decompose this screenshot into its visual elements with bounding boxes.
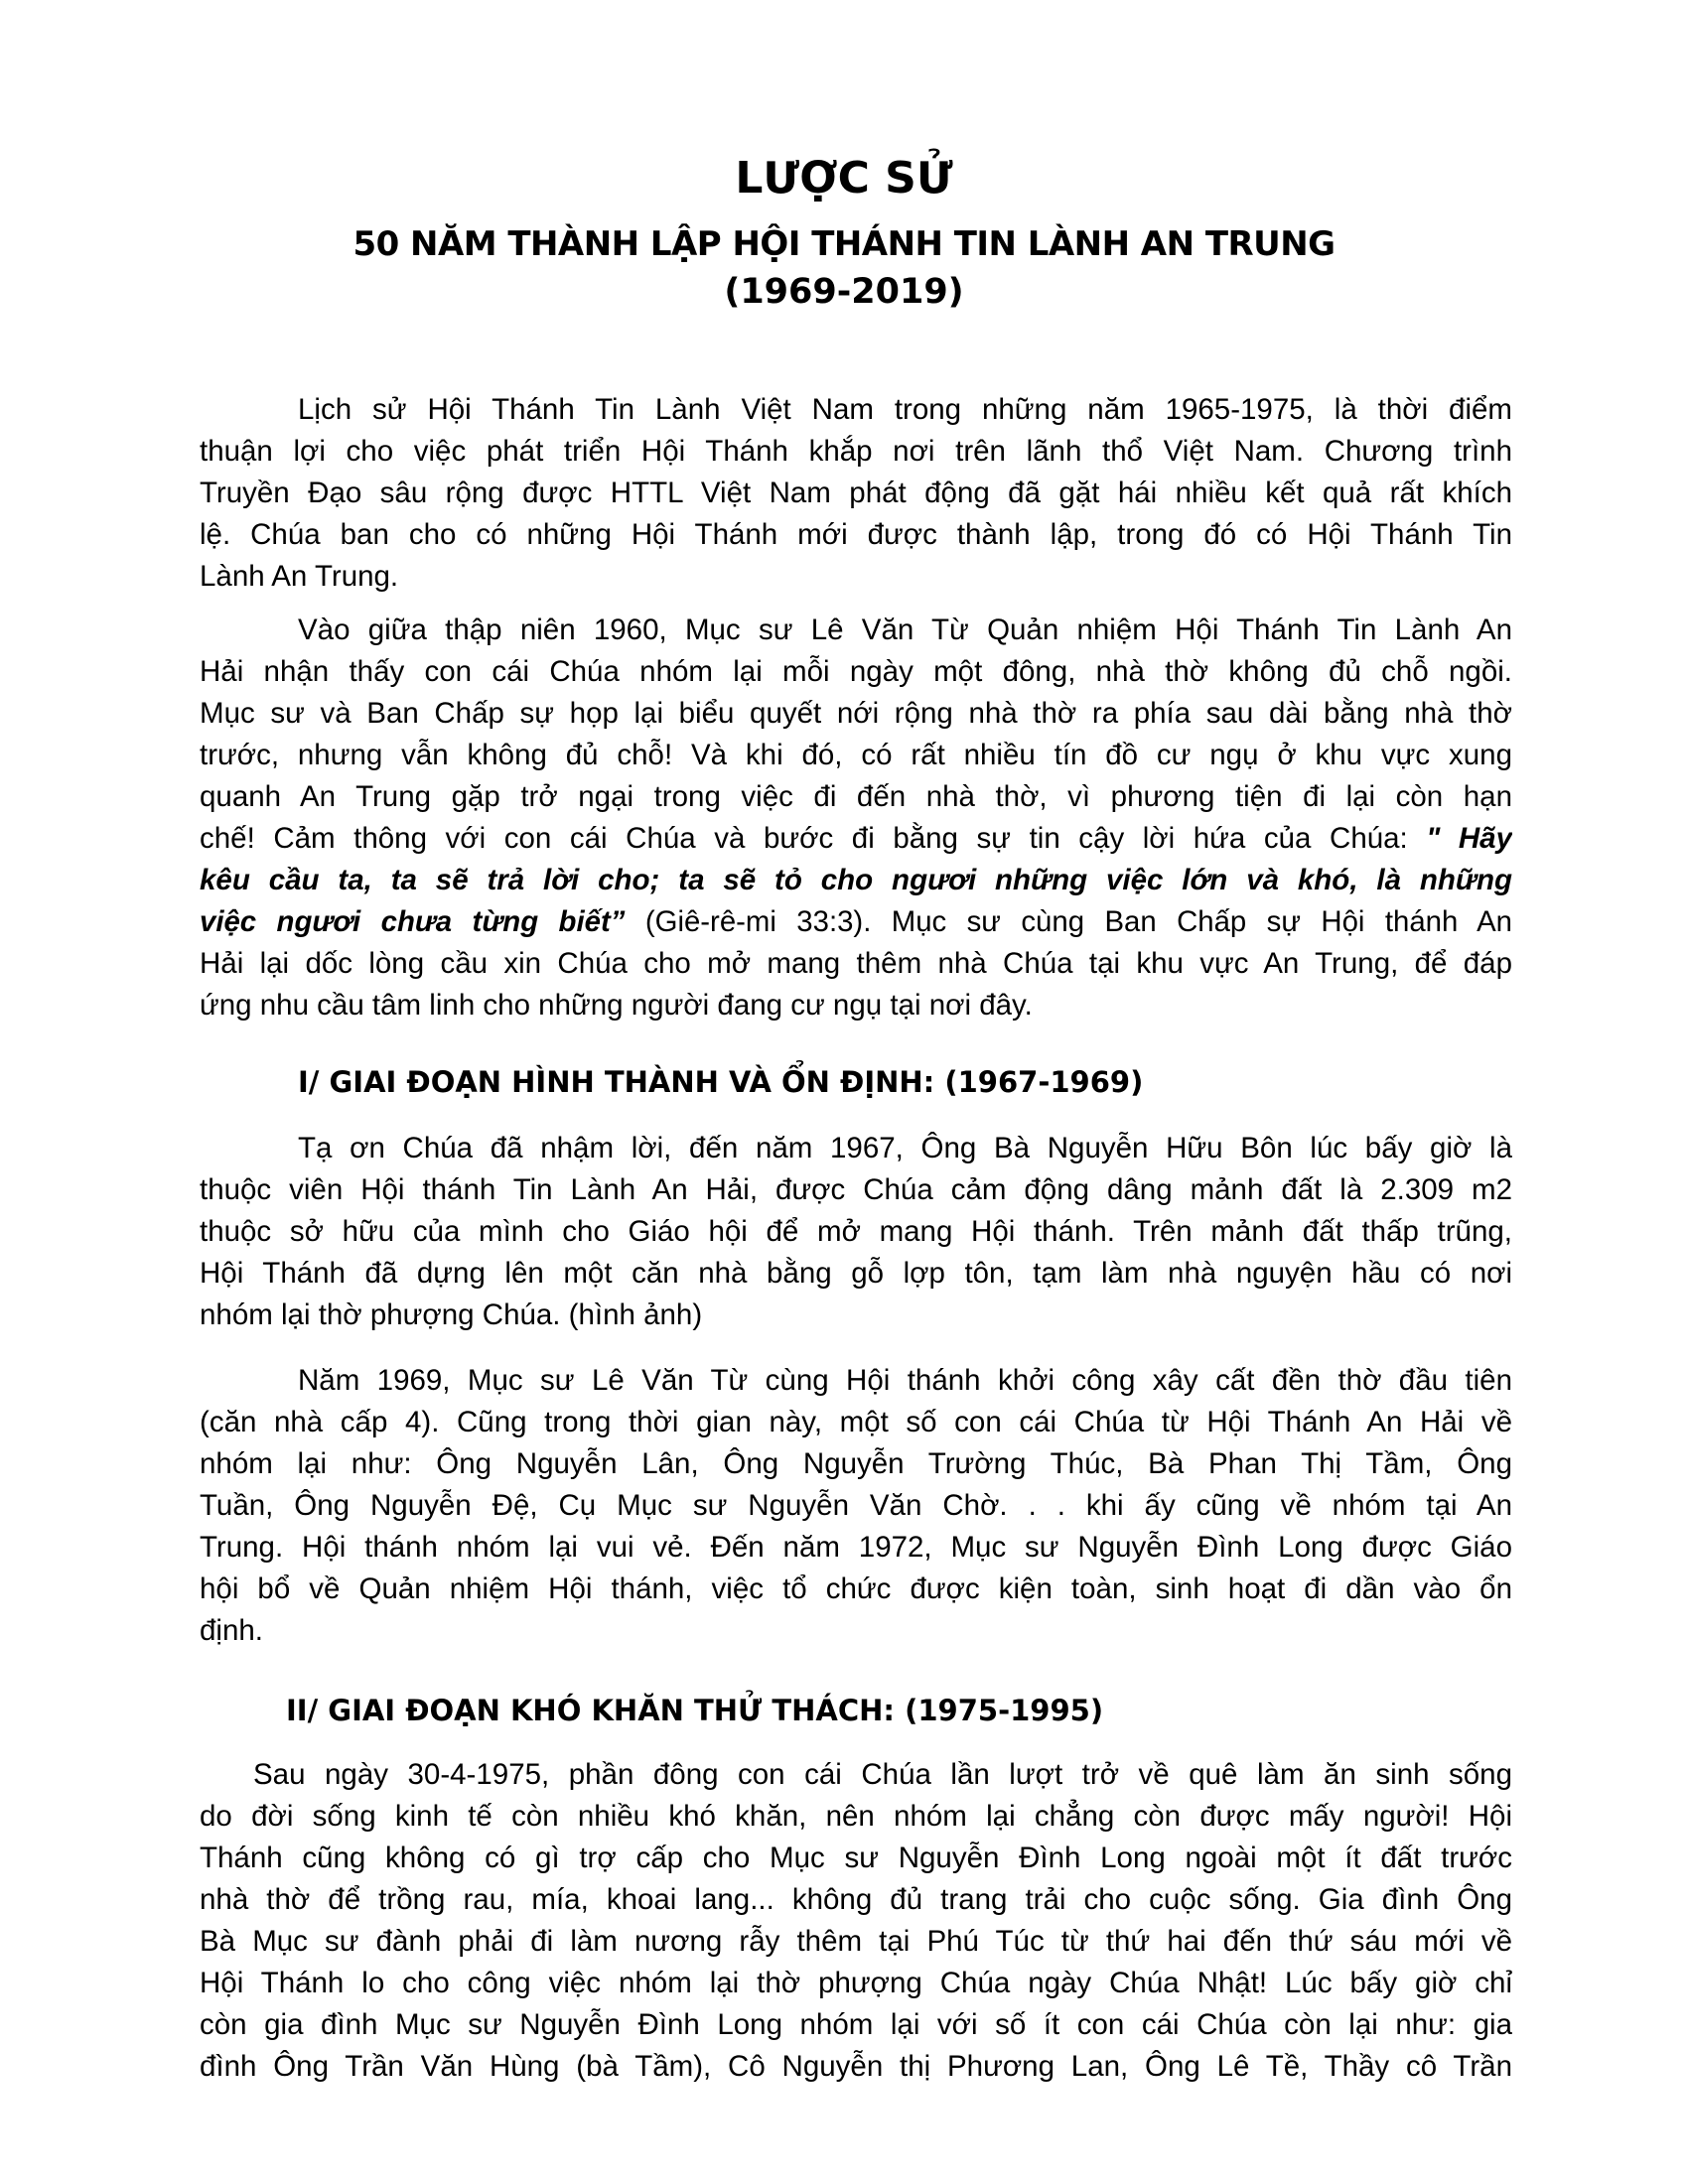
text-line: Năm 1969, Mục sư Lê Văn Từ cùng Hội thánh khởi công xây cất đền thờ đầu tiên [298,1364,1512,1397]
text-line: Tuần, Ông Nguyễn Đệ, Cụ Mục sư Nguyễn Văn Chờ. . . khi ấy cũng về nhóm tại An [200,1489,1512,1522]
section-heading-2: II/ GIAI ĐOẠN KHÓ KHĂN THỬ THÁCH: (1975-1995) [286,1694,1104,1727]
document-years: (1969-2019) [724,272,964,312]
text-line: nhóm lại thờ phượng Chúa. (hình ảnh) [200,1298,703,1331]
text-line: nhóm lại như: Ông Nguyễn Lân, Ông Nguyễn Trường Thúc, Bà Phan Thị Tầm, Ông [200,1447,1512,1480]
text-line: Hải lại dốc lòng cầu xin Chúa cho mở mang thêm nhà Chúa tại khu vực An Trung, để đáp [200,947,1512,980]
text-line: quanh An Trung gặp trở ngại trong việc đi đến nhà thờ, vì phương tiện đi lại còn hạn [200,780,1512,813]
text-line: lệ. Chúa ban cho có những Hội Thánh mới được thành lập, trong đó có Hội Thánh Tin [200,518,1512,551]
text-line: Truyền Đạo sâu rộng được HTTL Việt Nam phát động đã gặt hái nhiều kết quả rất khích [200,477,1512,509]
text-line: (căn nhà cấp 4). Cũng trong thời gian này, một số con cái Chúa từ Hội Thánh An Hải về [200,1406,1512,1438]
text-line: Hội Thánh lo cho công việc nhóm lại thờ phượng Chúa ngày Chúa Nhật! Lúc bấy giờ chỉ [200,1967,1512,1999]
text-line: thuộc viên Hội thánh Tin Lành An Hải, được Chúa cảm động dâng mảnh đất là 2.309 m2 [200,1173,1512,1206]
text-line: Tạ ơn Chúa đã nhậm lời, đến năm 1967, Ông Bà Nguyễn Hữu Bôn lúc bấy giờ là [298,1132,1512,1164]
text-line: thuận lợi cho việc phát triển Hội Thánh khắp nơi trên lãnh thổ Việt Nam. Chương trình [200,435,1512,468]
text-line: Mục sư và Ban Chấp sự họp lại biểu quyết nới rộng nhà thờ ra phía sau dài bằng nhà thờ [200,697,1512,730]
paragraph-5 [200,1754,1512,2088]
text-line: Hải nhận thấy con cái Chúa nhóm lại mỗi ngày một đông, nhà thờ không đủ chỗ ngồi. [200,655,1512,688]
text-line [200,901,1512,943]
scripture-reference: (Giê-rê-mi 33:3). Mục sư cùng Ban Chấp sự Hội thánh An [644,905,1512,938]
document-title: LƯỢC SỬ [735,153,953,204]
text-line: Lành An Trung. [200,560,399,593]
text-line: trước, nhưng vẫn không đủ chỗ! Và khi đó, có rất nhiều tín đồ cư ngụ ở khu vực xung [200,739,1512,771]
section-heading-1: I/ GIAI ĐOẠN HÌNH THÀNH VÀ ỔN ĐỊNH: (1967-1969) [298,1065,1144,1099]
text-line: thuộc sở hữu của mình cho Giáo hội để mở mang Hội thánh. Trên mảnh đất thấp trũng, [200,1215,1512,1248]
text-line [200,818,1512,860]
text-line: Vào giữa thập niên 1960, Mục sư Lê Văn Từ Quản nhiệm Hội Thánh Tin Lành An [298,614,1512,646]
text-line: định. [200,1614,263,1647]
text-line: Sau ngày 30-4-1975, phần đông con cái Chúa lần lượt trở về quê làm ăn sinh sống [253,1758,1512,1791]
text-line: Thánh cũng không có gì trợ cấp cho Mục sư Nguyễn Đình Long ngoài một ít đất trước [200,1842,1512,1874]
paragraph-1 [200,389,1512,598]
scripture-quote: " Hãy [1426,822,1512,855]
text-line: do đời sống kinh tế còn nhiều khó khăn, nên nhóm lại chẳng còn được mấy người! Hội [200,1800,1512,1833]
text-line: đình Ông Trần Văn Hùng (bà Tầm), Cô Nguyễn thị Phương Lan, Ông Lê Tề, Thầy cô Trần [200,2050,1512,2083]
text-line: Bà Mục sư đành phải đi làm nương rẫy thêm tại Phú Túc từ thứ hai đến thứ sáu mới về [200,1925,1512,1958]
paragraph-2 [200,610,1512,1026]
text-line: Hội Thánh đã dựng lên một căn nhà bằng gỗ lợp tôn, tạm làm nhà nguyện hầu có nơi [200,1257,1512,1290]
scripture-quote: việc ngươi chưa từng biết” [200,905,626,938]
text-line: hội bổ về Quản nhiệm Hội thánh, việc tổ chức được kiện toàn, sinh hoạt đi dần vào ổn [200,1572,1512,1605]
text-run: chế! Cảm thông với con cái Chúa và bước đi bằng sự tin cậy lời hứa của Chúa: [200,822,1408,855]
paragraph-4 [200,1360,1512,1652]
text-line: ứng nhu cầu tâm linh cho những người đang cư ngụ tại nơi đây. [200,989,1033,1022]
text-line: Lịch sử Hội Thánh Tin Lành Việt Nam trong những năm 1965-1975, là thời điểm [298,393,1512,426]
text-line: còn gia đình Mục sư Nguyễn Đình Long nhóm lại với số ít con cái Chúa còn lại như: gia [200,2008,1512,2041]
text-line: nhà thờ để trồng rau, mía, khoai lang... không đủ trang trải cho cuộc sống. Gia đình Ông [200,1883,1512,1916]
text-line: Trung. Hội thánh nhóm lại vui vẻ. Đến năm 1972, Mục sư Nguyễn Đình Long được Giáo [200,1531,1512,1564]
scripture-quote: kêu cầu ta, ta sẽ trả lời cho; ta sẽ tỏ cho ngươi những việc lớn và khó, là những [200,864,1512,896]
document-subtitle: 50 NĂM THÀNH LẬP HỘI THÁNH TIN LÀNH AN TRUNG [352,224,1336,264]
paragraph-3 [200,1128,1512,1336]
